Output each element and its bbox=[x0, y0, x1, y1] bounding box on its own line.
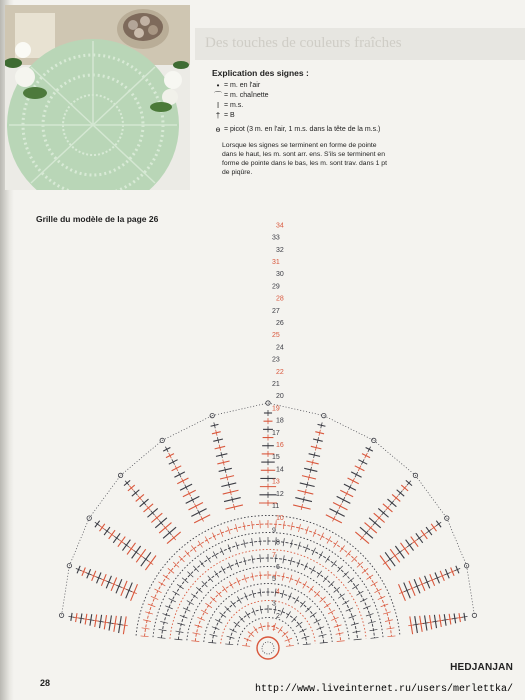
stitch-mark bbox=[260, 554, 261, 562]
stitch-mark bbox=[303, 581, 307, 588]
fan-stitch-post bbox=[417, 536, 422, 540]
stitch-mark bbox=[327, 537, 331, 544]
fan-stitch-post bbox=[388, 557, 393, 561]
fan-stitch-post bbox=[114, 536, 119, 540]
fan-stitch-post bbox=[427, 529, 432, 533]
round-number-label: 6 bbox=[276, 564, 280, 571]
round-number-label: 32 bbox=[276, 246, 284, 254]
legend-item bbox=[212, 111, 512, 121]
chain-line bbox=[447, 518, 467, 566]
chart-caption: Grille du modèle de la page 26 bbox=[36, 214, 159, 224]
chain-line bbox=[415, 475, 446, 518]
stitch-mark bbox=[260, 537, 261, 545]
stitch-mark bbox=[220, 548, 223, 555]
stitch-mark bbox=[324, 603, 331, 608]
source-url: http://www.liveinternet.ru/users/merlettka/ bbox=[255, 684, 514, 695]
stitch-mark bbox=[208, 576, 213, 582]
round-number-label: 18 bbox=[276, 417, 284, 425]
stitch-mark bbox=[205, 603, 212, 608]
symbol-legend bbox=[212, 68, 512, 177]
round-number-label: 28 bbox=[276, 295, 284, 303]
legend-item-text: = m.s. bbox=[224, 102, 244, 109]
round-number-label: 4 bbox=[276, 588, 280, 596]
fan-stitch-post bbox=[412, 540, 417, 544]
stitch-mark bbox=[304, 563, 307, 570]
stitch-mark bbox=[201, 610, 208, 614]
stitch-mark bbox=[378, 596, 385, 599]
stitch-mark bbox=[205, 537, 209, 544]
fan-stitch-post bbox=[462, 616, 468, 617]
page-number: 28 bbox=[40, 678, 51, 688]
fan-stitch-post bbox=[431, 526, 436, 530]
stitch-mark bbox=[296, 578, 299, 585]
stitch-mark bbox=[225, 644, 233, 645]
stitch-mark bbox=[225, 606, 231, 612]
stitch-mark bbox=[309, 586, 314, 592]
round-number-label: 24 bbox=[276, 344, 284, 352]
stitch-mark bbox=[163, 575, 170, 580]
stitch-mark bbox=[228, 563, 231, 570]
round-number-label: 33 bbox=[272, 234, 280, 242]
stitch-mark bbox=[299, 629, 306, 633]
chain-stitch-icon: • bbox=[216, 81, 220, 90]
stitch-mark bbox=[234, 622, 240, 627]
round-number-label: 31 bbox=[272, 259, 280, 266]
legend-item bbox=[212, 81, 512, 91]
stitch-mark bbox=[222, 586, 227, 592]
legend-item bbox=[212, 125, 512, 135]
round-number-label: 3 bbox=[272, 600, 276, 608]
fan-stitch-post bbox=[143, 557, 148, 561]
fan-stitch-post bbox=[124, 543, 129, 547]
chain-line bbox=[121, 440, 163, 475]
stitch-mark bbox=[191, 545, 196, 551]
legend-item-text: = picot (3 m. en l'air, 1 m.s. dans la tête de la m.s.) bbox=[224, 126, 381, 133]
stitch-mark bbox=[206, 556, 210, 563]
stitch-mark bbox=[237, 596, 241, 603]
stitch-mark bbox=[367, 575, 374, 580]
stitch-mark bbox=[183, 608, 190, 611]
double-crochet-icon: † bbox=[215, 111, 221, 120]
stitch-mark bbox=[278, 626, 282, 633]
stitch-mark bbox=[314, 619, 321, 623]
stitch-mark bbox=[173, 591, 180, 595]
fan-stitch-post bbox=[105, 529, 110, 533]
stitch-mark bbox=[312, 548, 315, 555]
stitch-mark bbox=[360, 598, 367, 602]
stitch-mark bbox=[343, 572, 349, 578]
stitch-mark bbox=[286, 611, 290, 618]
round-number-label: 13 bbox=[272, 478, 280, 486]
fan-stitch-post bbox=[402, 547, 407, 551]
stitch-mark bbox=[338, 594, 345, 599]
stitch-mark bbox=[337, 641, 345, 642]
stitch-mark bbox=[213, 551, 217, 558]
stitch-mark bbox=[198, 541, 202, 548]
round-number-label: 30 bbox=[276, 271, 284, 279]
stitch-mark bbox=[254, 626, 258, 633]
stitch-mark bbox=[242, 646, 250, 647]
round-number-label: 10 bbox=[276, 515, 284, 523]
brand-watermark: HEDJANJAN bbox=[450, 662, 513, 673]
stitch-mark bbox=[141, 636, 149, 637]
stitch-mark bbox=[169, 598, 176, 602]
round-number-label: 34 bbox=[276, 222, 284, 230]
stitch-mark bbox=[182, 578, 188, 583]
stitch-round bbox=[153, 533, 383, 638]
stitch-mark bbox=[323, 576, 328, 582]
fan-stitch-post bbox=[393, 554, 398, 558]
round-number-label: 26 bbox=[276, 320, 284, 327]
chain-line bbox=[374, 440, 416, 475]
chain-line bbox=[324, 416, 374, 441]
stitch-mark bbox=[214, 571, 219, 578]
picot-mark bbox=[445, 516, 449, 520]
round-number-label: 17 bbox=[272, 429, 280, 437]
round-number-label: 21 bbox=[272, 381, 280, 388]
fan-stitch-post bbox=[139, 554, 144, 558]
round-number-label: 16 bbox=[276, 442, 284, 449]
round-number-label: 1 bbox=[272, 625, 276, 632]
stitch-mark bbox=[334, 541, 338, 548]
round-number-label: 19 bbox=[272, 405, 280, 413]
fan-stitch-post bbox=[397, 550, 402, 554]
stitch-mark bbox=[374, 589, 381, 593]
round-number-label: 2 bbox=[276, 612, 280, 620]
picot-icon: ɵ bbox=[215, 125, 221, 134]
legend-title: Explication des signes : bbox=[212, 68, 309, 78]
stitch-mark bbox=[245, 611, 249, 618]
fan-stitch-post bbox=[383, 561, 388, 565]
fan-stitch-post bbox=[134, 550, 139, 554]
stitch-round bbox=[212, 592, 324, 643]
stitch-mark bbox=[303, 644, 311, 645]
stitch-mark bbox=[305, 606, 311, 612]
fan-stitch-post bbox=[119, 540, 124, 544]
stitch-mark bbox=[212, 533, 215, 540]
stitch-mark bbox=[191, 641, 199, 642]
stitch-mark bbox=[260, 520, 261, 528]
round-number-label: 29 bbox=[272, 283, 280, 291]
chain-line bbox=[467, 566, 475, 616]
stitch-mark bbox=[317, 571, 322, 578]
slip-stitch-icon: ⌒ bbox=[214, 91, 222, 100]
stitch-mark bbox=[187, 601, 194, 605]
fan-stitch-post bbox=[422, 533, 427, 537]
stitch-mark bbox=[220, 613, 226, 618]
stitch-mark bbox=[286, 646, 294, 647]
round-number-label: 11 bbox=[272, 503, 280, 510]
stitch-mark bbox=[231, 601, 236, 607]
stitch-mark bbox=[320, 642, 328, 643]
stitch-mark bbox=[319, 551, 323, 558]
stitch-mark bbox=[215, 619, 222, 623]
chain-line bbox=[212, 403, 268, 416]
legend-item-text: = m. chaînette bbox=[224, 92, 269, 99]
fan-stitch-post bbox=[129, 547, 134, 551]
fan-stitch-post bbox=[407, 543, 412, 547]
doily-photo bbox=[5, 5, 190, 190]
stitch-mark bbox=[310, 613, 316, 618]
stitch-mark bbox=[197, 617, 204, 620]
stitch-mark bbox=[342, 601, 349, 605]
stitch-mark bbox=[332, 561, 337, 567]
chain-line bbox=[162, 416, 212, 441]
round-number-label: 7 bbox=[272, 551, 276, 559]
stitch-mark bbox=[236, 578, 239, 585]
stitch-mark bbox=[356, 591, 363, 595]
stitch-mark bbox=[221, 566, 225, 573]
crochet-diagram bbox=[15, 205, 515, 675]
legend-item-text: = m. en l'air bbox=[224, 82, 261, 89]
chain-line bbox=[62, 566, 70, 616]
stitch-mark bbox=[387, 636, 395, 637]
stitch-mark bbox=[142, 628, 150, 629]
round-number-label: 25 bbox=[272, 332, 280, 340]
legend-item bbox=[212, 101, 512, 111]
stitch-mark bbox=[348, 578, 354, 583]
stitch-mark bbox=[346, 608, 353, 611]
stitch-mark bbox=[346, 551, 351, 557]
round-number-label: 12 bbox=[276, 490, 284, 498]
single-crochet-icon: ǀ bbox=[216, 101, 220, 110]
round-number-label: 8 bbox=[276, 539, 280, 547]
stitch-mark bbox=[174, 639, 182, 640]
legend-note: Lorsque les signes se terminent en forme de pointe dans le haut, les m. sont arr. ens. S'ils se terminent en forme de pointe dans le bas, les m. sont trav. dans 1 pt de piqûre. bbox=[222, 142, 387, 176]
round-number-label: 22 bbox=[276, 368, 284, 376]
stitch-mark bbox=[296, 622, 302, 627]
stitch-mark bbox=[200, 561, 205, 567]
stitch-mark bbox=[300, 601, 305, 607]
stitch-mark bbox=[311, 566, 315, 573]
fan-stitch-post bbox=[95, 522, 100, 526]
fan-stitch-post bbox=[100, 526, 105, 530]
stitch-mark bbox=[362, 568, 368, 573]
stitch-mark bbox=[154, 589, 161, 593]
legend-item-text: = B bbox=[224, 112, 235, 119]
round-number-label: 5 bbox=[272, 576, 276, 584]
stitch-mark bbox=[157, 638, 165, 639]
stitch-mark bbox=[230, 629, 237, 633]
chain-line bbox=[69, 518, 89, 566]
faded-header-strip bbox=[195, 28, 525, 60]
fan-stitch-post bbox=[68, 616, 74, 617]
stitch-mark bbox=[354, 639, 362, 640]
legend-item bbox=[212, 91, 512, 101]
stitch-mark bbox=[159, 629, 167, 630]
stitch-mark bbox=[340, 545, 345, 551]
stitch-mark bbox=[371, 638, 379, 639]
round-number-label: 23 bbox=[272, 356, 280, 364]
stitch-mark bbox=[331, 617, 338, 620]
stitch-mark bbox=[177, 584, 184, 589]
round-number-label: 9 bbox=[272, 527, 276, 535]
round-number-label: 27 bbox=[272, 307, 280, 315]
stitch-mark bbox=[352, 584, 359, 589]
fan-stitch-post bbox=[109, 533, 114, 537]
stitch-mark bbox=[371, 582, 378, 586]
stitch-mark bbox=[325, 556, 329, 563]
stitch-mark bbox=[168, 568, 174, 573]
stitch-mark bbox=[260, 571, 261, 579]
stitch-mark bbox=[158, 582, 165, 586]
stitch-mark bbox=[229, 581, 233, 588]
faded-title: Des touches de couleurs fraîches bbox=[205, 35, 402, 51]
fan-stitch-post bbox=[436, 522, 441, 526]
stitch-mark bbox=[196, 587, 202, 592]
round-number-label: 20 bbox=[276, 393, 284, 401]
stitch-mark bbox=[295, 596, 299, 603]
stitch-mark bbox=[191, 594, 198, 599]
stitch-mark bbox=[282, 632, 288, 637]
stitch-mark bbox=[320, 533, 323, 540]
round-number-label: 15 bbox=[272, 454, 280, 462]
stitch-mark bbox=[208, 642, 216, 643]
stitch-mark bbox=[151, 596, 158, 599]
fan-stitch-post bbox=[148, 561, 153, 565]
chain-line bbox=[89, 475, 120, 518]
center-ring-inner bbox=[262, 642, 274, 654]
doily-photo-illustration bbox=[5, 5, 190, 190]
center-ring bbox=[257, 637, 279, 659]
stitch-mark bbox=[328, 610, 335, 614]
round-number-label: 14 bbox=[276, 466, 284, 474]
